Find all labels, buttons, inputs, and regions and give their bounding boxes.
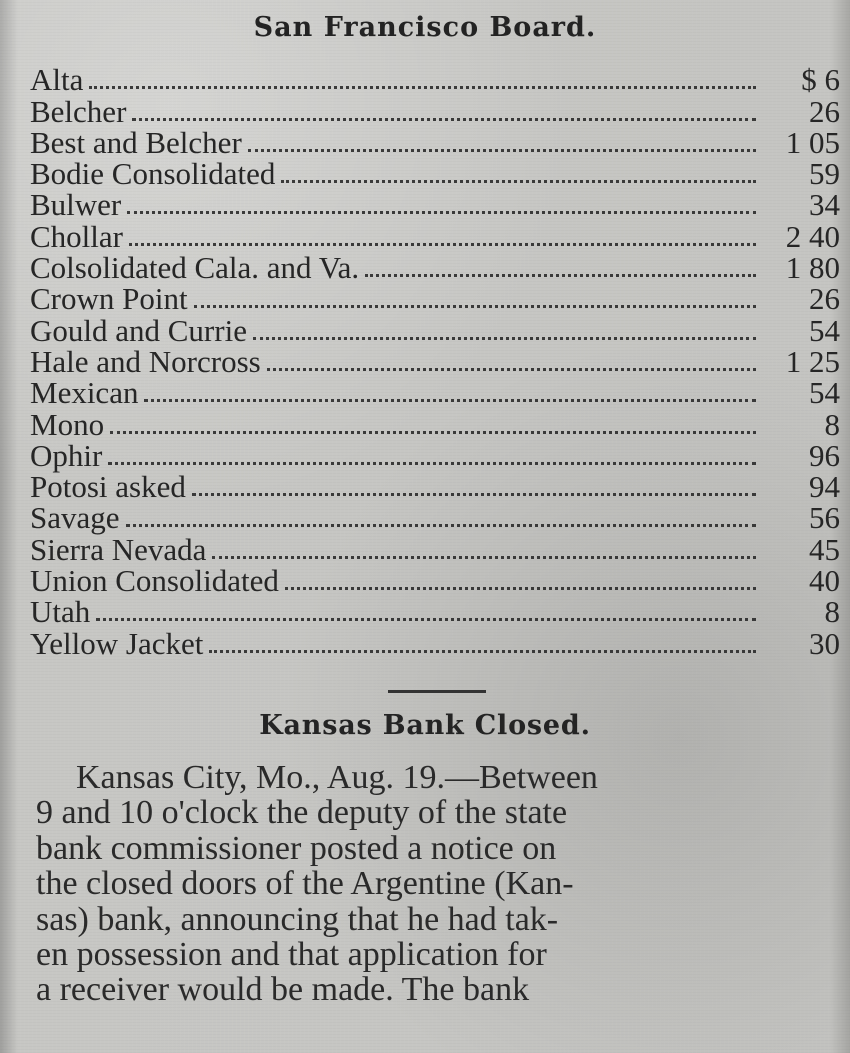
stock-row-mexican xyxy=(30,375,840,411)
dot-leader xyxy=(108,462,756,465)
dot-leader xyxy=(89,86,756,89)
article-body xyxy=(36,760,836,1008)
stock-price-list xyxy=(30,64,840,659)
article-title: Kansas Bank Closed. xyxy=(259,710,591,741)
stock-row-crown-point xyxy=(30,281,840,317)
article-line: bank commissioner posted a notice on xyxy=(36,829,557,867)
dot-leader xyxy=(253,337,756,340)
stock-price: 59 xyxy=(809,156,840,192)
article-line: en possession and that application for xyxy=(36,936,547,974)
stock-name: Utah xyxy=(30,594,91,630)
dot-leader xyxy=(281,180,756,183)
stock-name: Alta xyxy=(30,62,84,98)
dot-leader xyxy=(285,587,756,590)
stock-row-best-and-belcher xyxy=(30,124,840,160)
stock-name: Mexican xyxy=(30,375,139,411)
dot-leader xyxy=(127,211,756,214)
stock-price: 54 xyxy=(809,312,840,348)
stock-name: Chollar xyxy=(30,218,123,254)
dot-leader xyxy=(212,556,756,559)
stock-price: 2 40 xyxy=(785,218,840,254)
stock-price: 30 xyxy=(809,625,840,661)
dot-leader xyxy=(96,618,756,621)
stock-price: 26 xyxy=(809,93,840,129)
stock-name: Union Consolidated xyxy=(30,563,279,599)
dot-leader xyxy=(126,524,756,527)
stock-price: 1 25 xyxy=(785,343,840,379)
dot-leader xyxy=(209,650,756,653)
section-divider xyxy=(388,690,486,693)
stock-name: Gould and Currie xyxy=(30,312,247,348)
dot-leader xyxy=(194,305,756,308)
dot-leader xyxy=(144,399,756,402)
article-line: the closed doors of the Argentine (Kan- xyxy=(36,865,574,903)
stock-price: 96 xyxy=(809,437,840,473)
stock-name: Best and Belcher xyxy=(30,124,242,160)
stock-row-sierra-nevada xyxy=(30,531,840,567)
stock-row-union-consolidated xyxy=(30,563,840,599)
stock-row-savage xyxy=(30,500,840,536)
stock-price: 1 05 xyxy=(785,124,840,160)
stock-price: 26 xyxy=(809,281,840,317)
stock-row-yellow-jacket xyxy=(30,625,840,661)
article-line: a receiver would be made. The bank xyxy=(36,971,530,1009)
stock-row-gould-and-currie xyxy=(30,312,840,348)
stock-name: Ophir xyxy=(30,437,103,473)
stock-row-utah xyxy=(30,594,840,630)
article-line: sas) bank, announcing that he had tak- xyxy=(36,900,559,938)
stock-name: Hale and Norcross xyxy=(30,343,261,379)
dot-leader xyxy=(132,118,756,121)
stock-row-colsolidated-cala-and-va xyxy=(30,250,840,286)
stock-row-bulwer xyxy=(30,187,840,223)
stock-name: Bodie Consolidated xyxy=(30,156,276,192)
stock-name: Yellow Jacket xyxy=(30,625,204,661)
stock-price: $ 6 xyxy=(801,62,840,98)
stock-name: Sierra Nevada xyxy=(30,531,207,567)
stock-price: 34 xyxy=(809,187,840,223)
stock-price: 45 xyxy=(809,531,840,567)
stock-name: Crown Point xyxy=(30,281,188,317)
stock-row-bodie-consolidated xyxy=(30,156,840,192)
stock-name: Potosi asked xyxy=(30,469,186,505)
stock-price: 40 xyxy=(809,563,840,599)
stock-row-mono xyxy=(30,406,840,442)
dot-leader xyxy=(110,431,756,434)
dot-leader xyxy=(365,274,756,277)
dot-leader xyxy=(248,149,756,152)
stock-row-belcher xyxy=(30,93,840,129)
dot-leader xyxy=(129,243,756,246)
stock-name: Savage xyxy=(30,500,120,536)
stock-name: Belcher xyxy=(30,93,127,129)
stock-price: 54 xyxy=(809,375,840,411)
stock-name: Bulwer xyxy=(30,187,122,223)
stock-row-chollar xyxy=(30,218,840,254)
stock-name: Colsolidated Cala. and Va. xyxy=(30,250,360,286)
stock-row-alta xyxy=(30,62,840,98)
stock-price: 8 xyxy=(824,594,840,630)
stock-price: 56 xyxy=(809,500,840,536)
stock-price: 8 xyxy=(824,406,840,442)
article-line: 9 and 10 o'clock the deputy of the state xyxy=(36,794,568,832)
dot-leader xyxy=(192,493,756,496)
stock-row-potosi-asked xyxy=(30,469,840,505)
stock-row-ophir xyxy=(30,437,840,473)
article-line: Kansas City, Mo., Aug. 19.—Between xyxy=(76,759,598,796)
stock-price: 94 xyxy=(809,469,840,505)
stock-row-hale-and-norcross xyxy=(30,343,840,379)
stock-price: 1 80 xyxy=(785,250,840,286)
dot-leader xyxy=(267,368,756,371)
stock-name: Mono xyxy=(30,406,105,442)
board-title: San Francisco Board. xyxy=(253,12,597,43)
